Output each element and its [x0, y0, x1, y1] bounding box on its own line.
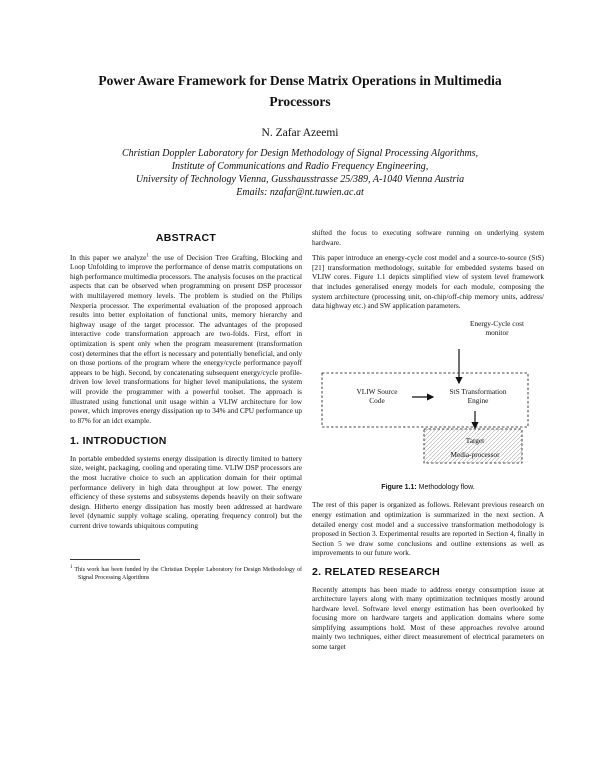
paper-title: Power Aware Framework for Dense Matrix Operations in Multimedia Processors — [98, 73, 502, 109]
sts-engine-label: StS Transformation Engine — [449, 386, 507, 405]
footnote-marker: 1 — [146, 253, 149, 259]
body-paragraph: This paper introduce an energy-cycle cost model and a source-to-source (StS) [21] transformation methodology, suitable for embedded systems based on VLIW cores. Figure 1.1 depicts simplified view of system level framework that includes generalised energy models for each module, composing the system architecture (processing unit, on-chip/off-chip memory units, address/ data highway etc.) and SW application parameters. — [312, 253, 544, 311]
figure-caption: Figure 1.1: Methodology flow. — [381, 483, 475, 491]
right-column — [312, 228, 544, 658]
left-column — [70, 228, 302, 582]
footnote: $^1$ This work has been funded by the Christian Doppler Laboratory for Design Methodology of Signal Processing Algorithms — [70, 564, 302, 581]
affiliation-line: Christian Doppler Laboratory for Design Methodology of Signal Processing Algorithms, — [121, 148, 479, 159]
body-paragraph: shifted the focus to executing software running on underlying system hardware. — [312, 228, 544, 247]
affiliation-line: Institute of Communications and Radio Frequency Engineering, — [171, 161, 429, 172]
introduction-text: In portable embedded systems energy dissipation is directly limited to battery size, weight, packaging, cooling and operating time. VLIW DSP processors are the most lucrative choice to such an application domain for their optimal performance delivery in high data throughput at low power. The energy efficiency of these systems and subsystems depends heavily on their software design. Hitherto energy dissipation has mostly been addressed at hardware level (dynamic supply voltage scaling, operating frequency control) but the current drive towards ubiquitous computing — [70, 453, 302, 531]
footnote-divider — [70, 559, 140, 560]
figure-methodology-flow — [312, 317, 544, 477]
target-processor-label: Target Media-processor — [450, 435, 500, 459]
abstract-heading: ABSTRACT — [155, 232, 217, 244]
email-line: Emails: nzafar@nt.tuwien.ac.at — [236, 187, 364, 198]
source-code-label: VLIW Source Code — [356, 386, 398, 405]
introduction-heading: 1. INTRODUCTION — [70, 435, 167, 448]
affiliation-line: University of Technology Vienna, Gusshausstrasse 25/389, A-1040 Vienna Austria — [135, 174, 465, 185]
related-research-heading: 2. RELATED RESEARCH — [312, 565, 441, 578]
body-paragraph: The rest of this paper is organized as follows. Relevant previous research on energy estimation and optimization is summarized in the next section. A detailed energy cost model and a successive transformation methodology is proposed in Section 3. Experimental results are reported in Section 4, finally in Section 5 we draw some conclusions and outline extensions as well as improvements to our future work. — [312, 500, 544, 558]
related-research-text: Recently attempts has been made to address energy consumption issue at architecture layers along with many optimization techniques mostly around hardware level. Software level energy estimation has been overlooked by focusing more on hardware targets and application domains where some simplifying assumptions hold. Most of these approaches revolve around mainly two techniques, either direct measurement of electrical parameters on some target — [312, 584, 544, 652]
abstract-text: In this paper we analyze$^1$ the use of Decision Tree Grafting, Blocking and Loop Unfolding to improve the performance of dense matrix computations on high performance multimedia processors. The analysis focuses on the practical aspects that can be observed when programming on present DSP processor with multilayered memory levels. The problem is studied on the Philips Nexperia processor. The experimental evaluation of the proposed approach results into better exploitation of functional units, memory hierarchy and highway usage of the target processor. The advantages of the proposed interactive code transformation approach are two-folds. First, effort in optimization is spent only when the program measurement (transformation cost) determines that the effort is necessary and potentially beneficial, and only on those portions of the program where the energy/cycle performance payoff appears to be high. Second, by concatenating subsequent energy/cycle profile-driven low level transformations for higher level manipulations, the system will provide the programmer with a powerful toolset. The approach is illustrated using functional unit usage within a VLIW architecture for low power, which improves energy dissipation up to 34% and CPU performance up to 87% for an idct example. — [70, 252, 302, 425]
monitor-label: Energy-Cycle cost monitor — [470, 318, 524, 337]
affiliation — [40, 147, 560, 199]
author-name: N. Zafar Azeemi — [261, 127, 339, 139]
